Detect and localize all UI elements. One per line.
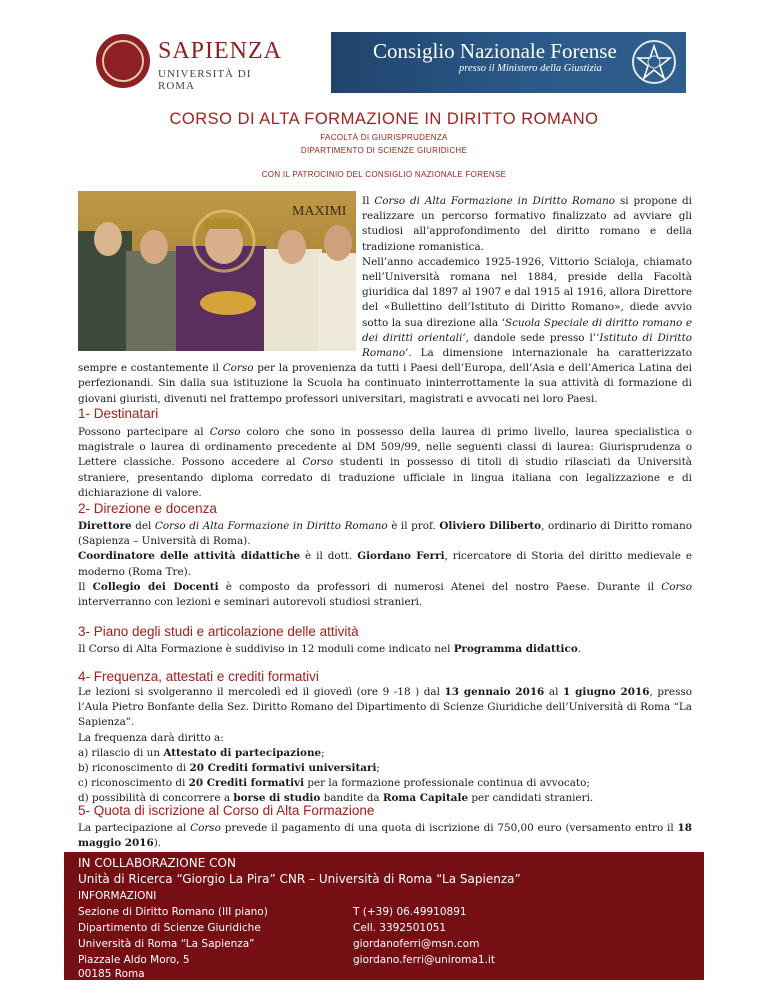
collaboration-label: IN COLLABORAZIONE CON	[78, 856, 236, 870]
university-name: SAPIENZA	[158, 38, 283, 64]
cnf-banner	[331, 32, 686, 93]
info-label: INFORMAZIONI	[78, 890, 157, 902]
section-text-frequenza: Le lezioni si svolgeranno il mercoledì ed il giovedì (ore 9 -18 ) dal 13 gennaio 2016 al 1 giugno 2016, presso l’Aula Pietro Bonfante della Sez. Diritto Romano del Dipartimento di Scienze Giuridiche dell’Università di Roma “La Sapienza”. La frequenza darà diritto a: a) rilascio di un Attestato di partecipazione; b) riconoscimento di 20 Crediti formativi universitari; c) riconoscimento di 20 Crediti formativi per la formazione professionale continua di avvocato; d) possibilità di concorrere a borse di studio bandite da Roma Capitale per candidati stranieri.	[78, 686, 693, 805]
section-heading-quota: 5- Quota di iscrizione al Corso di Alta Formazione	[78, 803, 375, 818]
address-line: Piazzale Aldo Moro, 5	[78, 954, 190, 966]
address-line: Dipartimento di Scienze Giuridiche	[78, 922, 261, 934]
email-link[interactable]: giordanoferri@msn.com	[353, 938, 480, 950]
address-line: Università di Roma “La Sapienza”	[78, 938, 255, 950]
section-heading-destinatari: 1- Destinatari	[78, 406, 159, 421]
mobile-phone[interactable]: Cell. 3392501051	[353, 922, 447, 934]
email-link[interactable]: giordano.ferri@uniroma1.it	[353, 954, 495, 966]
intro-line: Il Corso di Alta Formazione in Diritto Romano si propone di realizzare un percorso formativo finalizzato ad avviare gli studiosi all’approfondimento del diritto romano e della tradizione romanistica.	[362, 195, 692, 253]
list-item: c) riconoscimento di 20 Crediti formativi per la formazione professionale continua di avvocato;	[78, 777, 590, 790]
intro-line: Nell’anno accademico 1925-1926, Vittorio Scialoja, chiamato nell’Università romana nel 1884, preside della Facoltà giuridica dal 1897 al 1907 e dal 1915 al 1916, allora Direttore del «Bullettino dell’Istituto di Diritto Romano», diede avvio sotto la sua direzione alla ‘Scuola Speciale di diritto romano e dei diritti orientali’, dandole sede presso l’‘Istituto di Diritto Romano’. La dimensione internazionale ha caratterizzato sempre e costantemente il Corso per la provenienza da tutti i Paesi dell’Europa, dell’Asia e dell’America Latina dei perfezionandi. Sin dalla sua istituzione la Scuola ha continuato ininterrottamente la sua attività di formazione di giovani giuristi, divenuti nel frattempo professori universitari, magistrati e avvocati nei loro Paesi.	[78, 255, 692, 405]
course-title: CORSO DI ALTA FORMAZIONE IN DIRITTO ROMANO	[169, 110, 599, 128]
mosaic-inscription: MAXIMI	[292, 204, 347, 219]
research-unit: Unità di Ricerca “Giorgio La Pira” CNR – Università di Roma “La Sapienza”	[78, 872, 521, 886]
section-text-direzione: Direttore del Corso di Alta Formazione in Diritto Romano è il prof. Oliviero Diliberto, ordinario di Diritto romano (Sapienza – Università di Roma). Coordinatore delle attività didattiche è il dott. Giordano Ferri, ricercatore di Storia del diritto medievale e moderno (Roma Tre). Il Collegio dei Docenti è composto da professori di numerosi Atenei del nostro Paese. Durante il Corso interverranno con lezioni e seminari autorevoli studiosi stranieri.	[78, 520, 693, 609]
section-heading-frequenza: 4- Frequenza, attestati e crediti formativi	[78, 669, 319, 684]
section-text-quota: La partecipazione al Corso prevede il pagamento di una quota di iscrizione di 750,00 euro (versamento entro il 18 maggio 2016).	[78, 822, 692, 850]
contact-footer	[64, 852, 704, 980]
list-item: a) rilascio di un Attestato di partecipazione;	[78, 746, 325, 759]
cnf-subtitle: presso il Ministero della Giustizia	[459, 63, 602, 74]
faculty-label: FACOLTÀ DI GIURISPRUDENZA	[320, 133, 448, 142]
address-line: Sezione di Diritto Romano (III piano)	[78, 906, 268, 918]
address-line: 00185 Roma	[78, 968, 145, 980]
phone[interactable]: T (+39) 06.49910891	[353, 906, 467, 918]
university-subtitle: UNIVERSITÀ DI ROMA	[158, 68, 252, 92]
section-text-destinatari: Possono partecipare al Corso coloro che sono in possesso della laurea di primo livello, laurea specialistica o magistrale o laurea di ordinamento precedente al DM 509/99, nelle seguenti classi di laurea: Giurisprudenza o Lettere classiche. Possono accedere al Corso studenti in possesso di titoli di studio rilasciati da Università straniere, presentando diploma corredato di traduzione ufficiale in lingua italiana con legalizzazione e di dichiarazione di valore.	[78, 426, 692, 499]
intro-text	[78, 194, 692, 407]
section-heading-direzione: 2- Direzione e docenza	[78, 501, 217, 516]
university-seal-icon	[96, 34, 150, 88]
list-item: b) riconoscimento di 20 Crediti formativi universitari;	[78, 762, 380, 775]
italian-emblem-icon	[630, 38, 678, 86]
department-label: DIPARTIMENTO DI SCIENZE GIURIDICHE	[300, 146, 468, 155]
section-heading-piano: 3- Piano degli studi e articolazione delle attività	[78, 624, 359, 639]
sapienza-logo	[96, 34, 286, 92]
cnf-title: Consiglio Nazionale Forense	[373, 39, 617, 63]
list-item: d) possibilità di concorrere a borse di studio bandite da Roma Capitale per candidati stranieri.	[78, 792, 594, 805]
section-text-piano: Il Corso di Alta Formazione è suddiviso in 12 moduli come indicato nel Programma didattico.	[78, 643, 582, 655]
patronage-label: CON IL PATROCINIO DEL CONSIGLIO NAZIONALE FORENSE	[261, 170, 507, 179]
